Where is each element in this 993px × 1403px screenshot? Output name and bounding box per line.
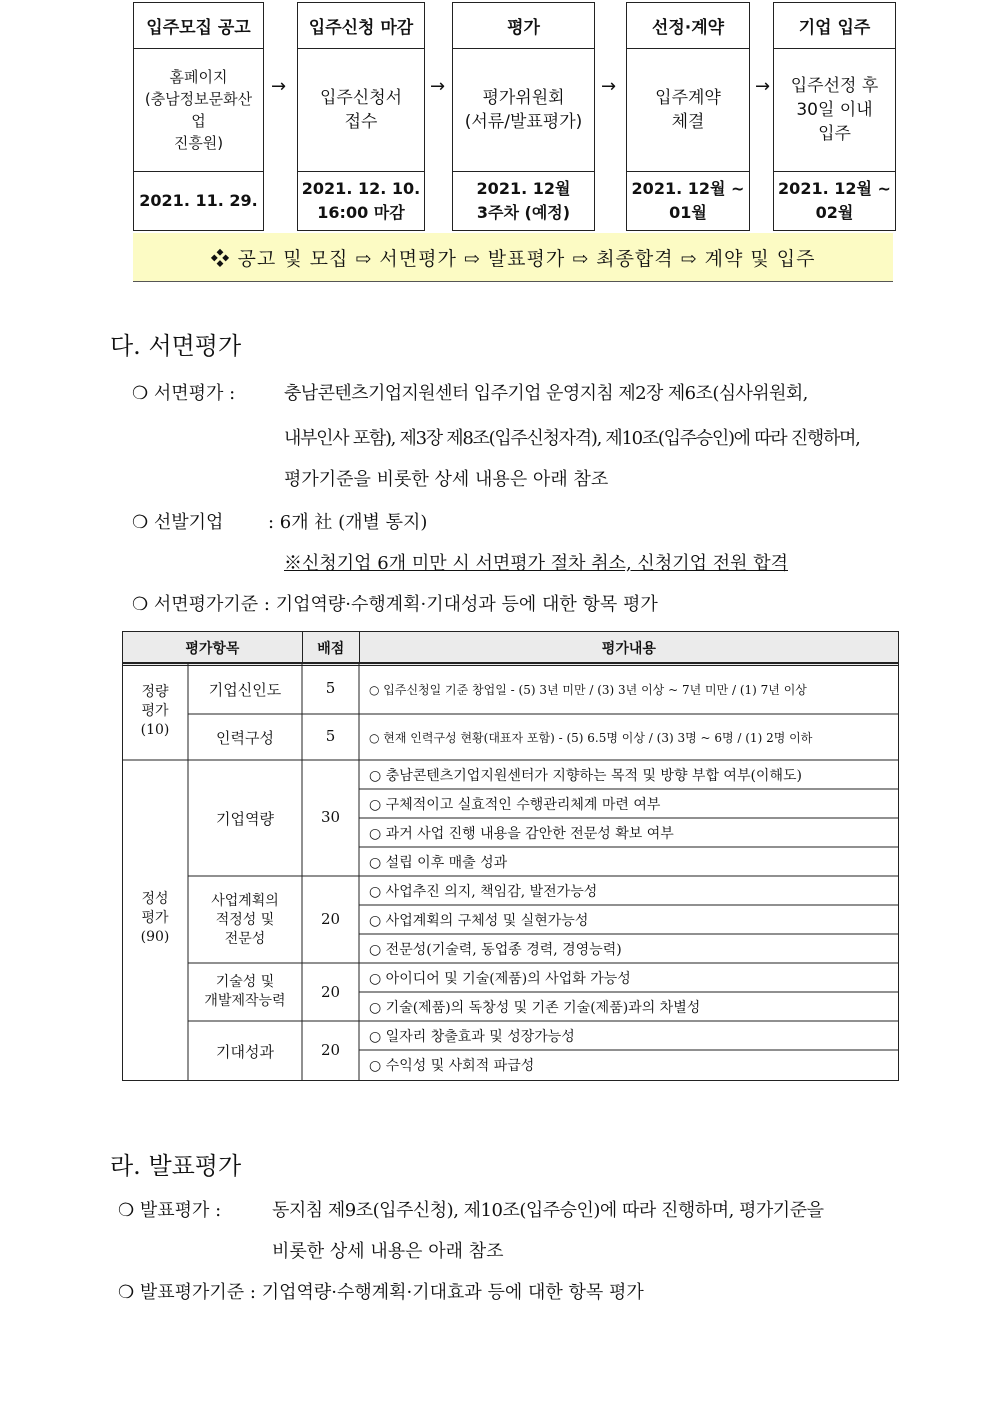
right-arrow-icon: →: [430, 76, 446, 97]
flow-step-date: 2021. 12. 10. 16:00 마감: [301, 179, 421, 222]
flow-step-header: 선정·계약: [627, 3, 749, 49]
presentation-item-label: ❍ 발표평가 :: [118, 1200, 222, 1221]
flow-step-2: [297, 2, 425, 231]
flow-step-body: 입주계약 체결: [627, 49, 749, 172]
qual-score: 20: [320, 1041, 341, 1059]
qual-content: ○ 수익성 및 사회적 파급성: [369, 1058, 535, 1074]
right-arrow-icon: →: [601, 76, 617, 97]
flow-step-1: [133, 2, 264, 231]
review-item-text-line-1: 충남콘텐츠기업지원센터 입주기업 운영지침 제2장 제6조(심사위원회,: [284, 383, 808, 404]
flow-step-header: 입주신청 마감: [298, 3, 424, 49]
qual-content: ○ 아이디어 및 기술(제품)의 사업화 가능성: [369, 971, 631, 987]
right-arrow-icon: →: [755, 76, 771, 97]
qual-score: 20: [320, 983, 341, 1001]
qual-item: 기업역량: [216, 810, 274, 828]
header-item: 평가항목: [123, 632, 303, 665]
evaluation-table: [122, 631, 899, 666]
selection-label: ❍ 선발기업: [132, 512, 224, 533]
quant-content: ○ 현재 인력구성 현황(대표자 포함) - (5) 6.5명 이상 / (3) 3명 ~ 6명 / (1) 2명 이하: [369, 731, 813, 745]
qual-content: ○ 과거 사업 진행 내용을 감안한 전문성 확보 여부: [369, 826, 674, 842]
section-title-document-review: 다. 서면평가: [110, 332, 242, 360]
table-header-row: [123, 632, 899, 665]
flow-step-header: 입주모집 공고: [134, 3, 263, 49]
section-title-presentation: 라. 발표평가: [110, 1152, 242, 1180]
presentation-item-text-line-2: 비롯한 상세 내용은 아래 참조: [272, 1241, 504, 1262]
flow-step-header: 기업 입주: [774, 3, 895, 49]
qual-content: ○ 전문성(기술력, 동업종 경력, 경영능력): [369, 942, 622, 958]
process-banner: ❖ 공고 및 모집 ⇨ 서면평가 ⇨ 발표평가 ⇨ 최종합격 ⇨ 계약 및 입주: [133, 233, 893, 282]
flow-step-body: 입주신청서 접수: [298, 49, 424, 172]
flow-step-3: [452, 2, 595, 231]
qual-content: ○ 기술(제품)의 독창성 및 기존 기술(제품)과의 차별성: [369, 1000, 701, 1016]
flow-step-date: 2021. 11. 29.: [139, 191, 258, 210]
quant-score: 5: [325, 727, 336, 745]
qual-content: ○ 설립 이후 매출 성과: [369, 855, 508, 871]
right-arrow-icon: →: [271, 76, 287, 97]
qual-item: 기대성과: [216, 1043, 274, 1061]
quant-content: ○ 입주신청일 기준 창업일 - (5) 3년 미만 / (3) 3년 이상 ~ 7년 미만 / (1) 7년 이상: [369, 683, 807, 697]
header-score: 배점: [302, 632, 359, 665]
flow-step-header: 평가: [453, 3, 594, 49]
quant-score: 5: [325, 679, 336, 697]
presentation-criteria: ❍ 발표평가기준 : 기업역량·수행계획·기대효과 등에 대한 항목 평가: [118, 1282, 644, 1303]
quant-item: 기업신인도: [208, 681, 282, 699]
selection-text: : 6개 社 (개별 통지): [268, 512, 428, 533]
flow-step-body: 입주선정 후 30일 이내 입주: [774, 49, 895, 172]
qual-item: 사업계획의 적정성 및 전문성: [211, 893, 279, 947]
presentation-item-text-line-1: 동지침 제9조(입주신청), 제10조(입주승인)에 따라 진행하며, 평가기준을: [272, 1200, 824, 1221]
qual-item: 기술성 및 개발제작능력: [204, 974, 286, 1009]
table-grid: [122, 662, 899, 1081]
qual-content: ○ 일자리 창출효과 및 성장가능성: [369, 1029, 575, 1045]
review-item-text-line-3: 평가기준을 비롯한 상세 내용은 아래 참조: [284, 469, 609, 490]
flow-step-body: 홈페이지 (충남정보문화산업 진흥원): [134, 49, 263, 172]
flow-step-date: 2021. 12월 ~ 02월: [778, 179, 891, 222]
qual-group-label: 정성 평가 (90): [140, 891, 170, 945]
qual-content: ○ 사업추진 의지, 책임감, 발전가능성: [369, 884, 598, 900]
header-content: 평가내용: [359, 632, 898, 665]
qual-content: ○ 사업계획의 구체성 및 실현가능성: [369, 913, 589, 929]
flow-step-body: 평가위원회 (서류/발표평가): [453, 49, 594, 172]
qual-content: ○ 구체적이고 실효적인 수행관리체계 마련 여부: [369, 797, 661, 813]
flow-step-5: [773, 2, 896, 231]
review-item-text-line-2: 내부인사 포함), 제3장 제8조(입주신청자격), 제10조(입주승인)에 따라 진행하며,: [284, 428, 860, 449]
quant-item: 인력구성: [216, 729, 274, 747]
qual-score: 20: [320, 910, 341, 928]
flow-step-date: 2021. 12월 3주차 (예정): [476, 179, 571, 222]
review-item-label: ❍ 서면평가 :: [132, 383, 236, 404]
selection-note: ※신청기업 6개 미만 시 서면평가 절차 취소, 신청기업 전원 합격: [284, 553, 788, 574]
flow-step-date: 2021. 12월 ~ 01월: [631, 179, 745, 222]
review-criteria: ❍ 서면평가기준 : 기업역량·수행계획·기대성과 등에 대한 항목 평가: [132, 594, 658, 615]
flow-step-4: [626, 2, 750, 231]
quant-group-label: 정량 평가 (10): [140, 684, 170, 738]
qual-content: ○ 충남콘텐츠기업지원센터가 지향하는 목적 및 방향 부합 여부(이해도): [369, 768, 802, 784]
qual-score: 30: [320, 808, 341, 826]
